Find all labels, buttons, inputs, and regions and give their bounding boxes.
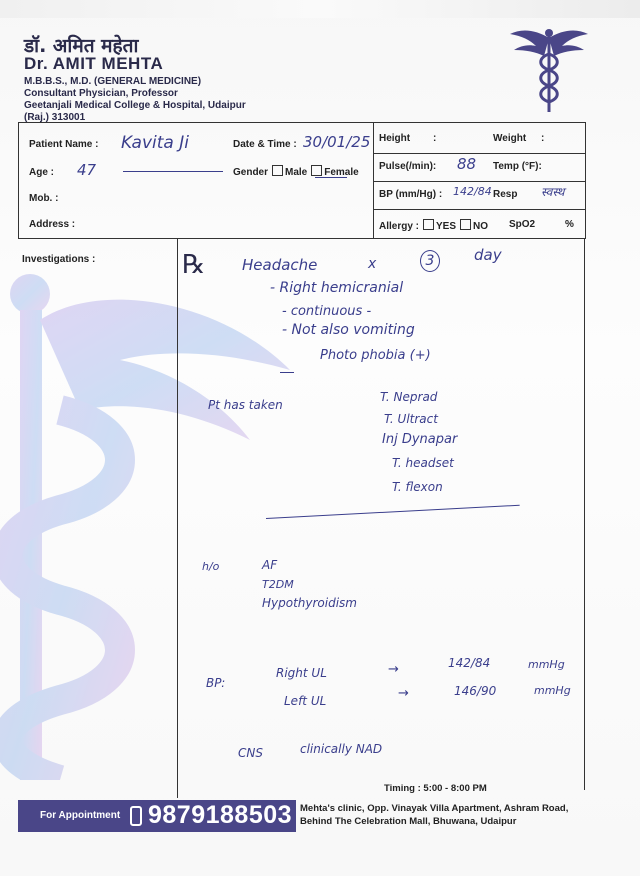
pulse-label: Pulse(/min): xyxy=(379,161,437,172)
bp-right-arrow: → xyxy=(388,662,399,677)
medicine-2: T. Ultract xyxy=(384,412,438,426)
bp-left-value: 146/90 xyxy=(454,684,497,698)
caduceus-icon xyxy=(510,24,588,114)
medicine-1: T. Neprad xyxy=(380,390,438,404)
age-value: 47 xyxy=(77,161,97,179)
doctor-qualification: M.B.B.S., M.D. (GENERAL MEDICINE) xyxy=(24,76,202,87)
doctor-name: Dr. AMIT MEHTA xyxy=(24,54,164,73)
allergy-no-label: NO xyxy=(473,221,489,232)
investigations-label: Investigations : xyxy=(22,254,96,265)
pulse-value: 88 xyxy=(457,155,477,173)
paper-edge xyxy=(0,0,640,18)
bp-value: 142/84 xyxy=(453,185,492,198)
note-1: - Right hemicranial xyxy=(270,280,404,296)
bp-note-label: BP: xyxy=(206,676,226,690)
clinic-address-line1: Mehta's clinic, Opp. Vinayak Villa Apartment, Ashram Road, xyxy=(300,803,569,814)
rx-symbol: ℞ xyxy=(182,250,206,280)
duration-unit: day xyxy=(474,246,502,264)
address-label: Address : xyxy=(29,219,76,230)
form-row-line xyxy=(373,153,585,154)
cns-label: CNS xyxy=(238,746,263,760)
doctor-title: Consultant Physician, Professor xyxy=(24,88,178,99)
medicine-4: T. headset xyxy=(392,456,454,470)
history-2: T2DM xyxy=(262,578,294,591)
rx-top-line xyxy=(177,238,584,239)
female-check-mark xyxy=(315,177,347,178)
spo2-unit: % xyxy=(565,219,574,230)
male-checkbox[interactable] xyxy=(272,165,283,176)
gender-label: Gender xyxy=(233,167,269,178)
note-3: - Not also vomiting xyxy=(282,322,415,338)
resp-value: स्वस्थ xyxy=(541,185,565,199)
age-label: Age : xyxy=(29,167,54,178)
female-checkbox[interactable] xyxy=(311,165,322,176)
bp-label: BP (mm/Hg) : xyxy=(379,189,443,200)
allergy-yes-checkbox[interactable] xyxy=(423,219,434,230)
history-1: AF xyxy=(262,558,278,572)
weight-label: Weight xyxy=(493,133,527,144)
bp-right-unit: mmHg xyxy=(528,658,565,671)
medicine-3: Inj Dynapar xyxy=(382,432,458,447)
complaint: Headache xyxy=(242,256,318,274)
patient-details-form xyxy=(18,122,586,239)
bp-right-value: 142/84 xyxy=(448,656,491,670)
pt-has-taken: Pt has taken xyxy=(208,398,283,412)
appointment-label: For Appointment xyxy=(40,810,121,821)
date-time-value: 30/01/25 xyxy=(303,133,371,151)
history-label: h/o xyxy=(202,560,220,573)
note-2: - continuous - xyxy=(282,304,372,319)
duration-days: 3 xyxy=(420,250,440,272)
handwritten-dash xyxy=(280,372,294,373)
rx-right-border xyxy=(584,238,585,790)
allergy-no-checkbox[interactable] xyxy=(460,219,471,230)
patient-name-value: Kavita Ji xyxy=(121,133,189,153)
clinic-address-line2: Behind The Celebration Mall, Bhuwana, Udaipur xyxy=(300,816,517,827)
history-3: Hypothyroidism xyxy=(262,596,357,610)
weight-colon: : xyxy=(541,133,545,144)
date-time-label: Date & Time : xyxy=(233,139,297,150)
form-row-line xyxy=(373,181,585,182)
patient-name-label: Patient Name : xyxy=(29,139,99,150)
handwritten-underline xyxy=(123,171,223,172)
resp-label: Resp xyxy=(493,189,518,200)
doctor-name-hindi: डॉ. अमित महेता xyxy=(24,35,139,57)
clinic-timing: Timing : 5:00 - 8:00 PM xyxy=(384,783,487,794)
female-label: Female xyxy=(324,167,359,178)
mob-label: Mob. : xyxy=(29,193,59,204)
bp-right-label: Right UL xyxy=(276,666,327,680)
section-divider-stroke xyxy=(266,505,520,519)
temp-label: Temp (°F): xyxy=(493,161,542,172)
hospital-name: Geetanjali Medical College & Hospital, Udaipur xyxy=(24,100,246,111)
cns-finding: clinically NAD xyxy=(300,742,383,756)
height-label: Height xyxy=(379,133,411,144)
spo2-label: SpO2 xyxy=(509,219,536,230)
bp-left-unit: mmHg xyxy=(534,684,571,697)
appointment-banner xyxy=(18,800,296,832)
duration-x: x xyxy=(368,256,377,272)
medicine-5: T. flexon xyxy=(392,480,443,494)
bp-left-label: Left UL xyxy=(284,694,327,708)
allergy-yes-label: YES xyxy=(436,221,457,232)
male-label: Male xyxy=(285,167,308,178)
note-4: Photo phobia (+) xyxy=(320,348,431,363)
allergy-field xyxy=(379,219,488,232)
phone-icon xyxy=(130,806,142,826)
hospital-location: (Raj.) 313001 xyxy=(24,112,86,123)
caduceus-watermark xyxy=(0,260,300,780)
form-row-line xyxy=(373,209,585,210)
investigation-divider xyxy=(177,238,178,798)
bp-left-arrow: → xyxy=(398,686,409,701)
allergy-label: Allergy : xyxy=(379,221,420,232)
height-colon: : xyxy=(433,133,437,144)
appointment-phone[interactable]: 9879188503 xyxy=(148,801,293,829)
